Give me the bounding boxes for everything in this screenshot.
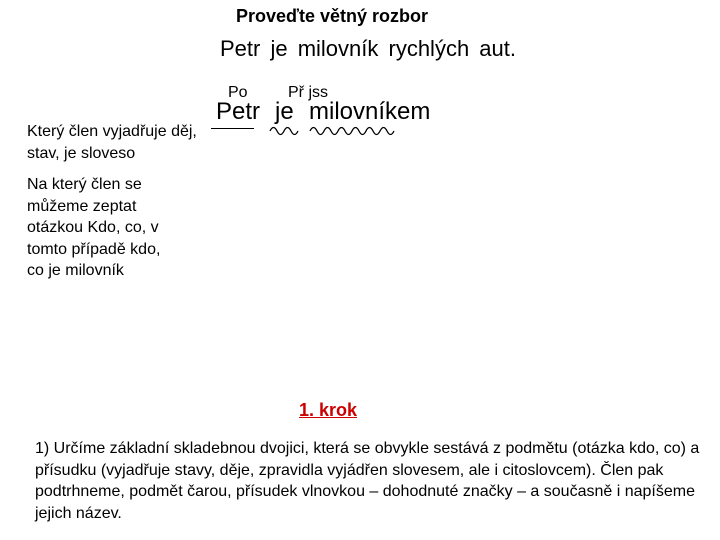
example-sentence: Petr je milovník rychlých aut. — [220, 36, 516, 61]
noun-wavy-underline — [310, 124, 394, 134]
step-label: 1. krok — [299, 400, 358, 420]
verb-word: je — [275, 98, 294, 125]
step-description: 1) Určíme základní skladebnou dvojici, která se obvykle sestává z podmětu (otázka kdo, co) a přísudku (vyjadřuje stavy, děje, zpravidla vyjádřen slovesem, ale i citoslovcem). Člen pak podtrhneme, podmět čarou, přísudek vlnovkou – dohodnuté značky – a současně i napíšeme jejich název. — [35, 440, 700, 522]
subject-label: Po — [228, 84, 248, 101]
subject-word: Petr — [216, 98, 261, 125]
verb-wavy-underline — [270, 124, 298, 134]
predicate-label: Př jss — [288, 84, 328, 101]
predicate-hint-note: Který člen vyjadřuje děj, stav, je sloveso — [27, 123, 197, 162]
noun-word: milovníkem — [309, 98, 431, 125]
slide-title: Proveďte větný rozbor — [236, 6, 428, 26]
subject-underline — [211, 128, 254, 129]
subject-hint-note: Na který člen se můžeme zeptat otázkou Kdo, co, v tomto případě kdo, co je milovník — [27, 176, 161, 279]
